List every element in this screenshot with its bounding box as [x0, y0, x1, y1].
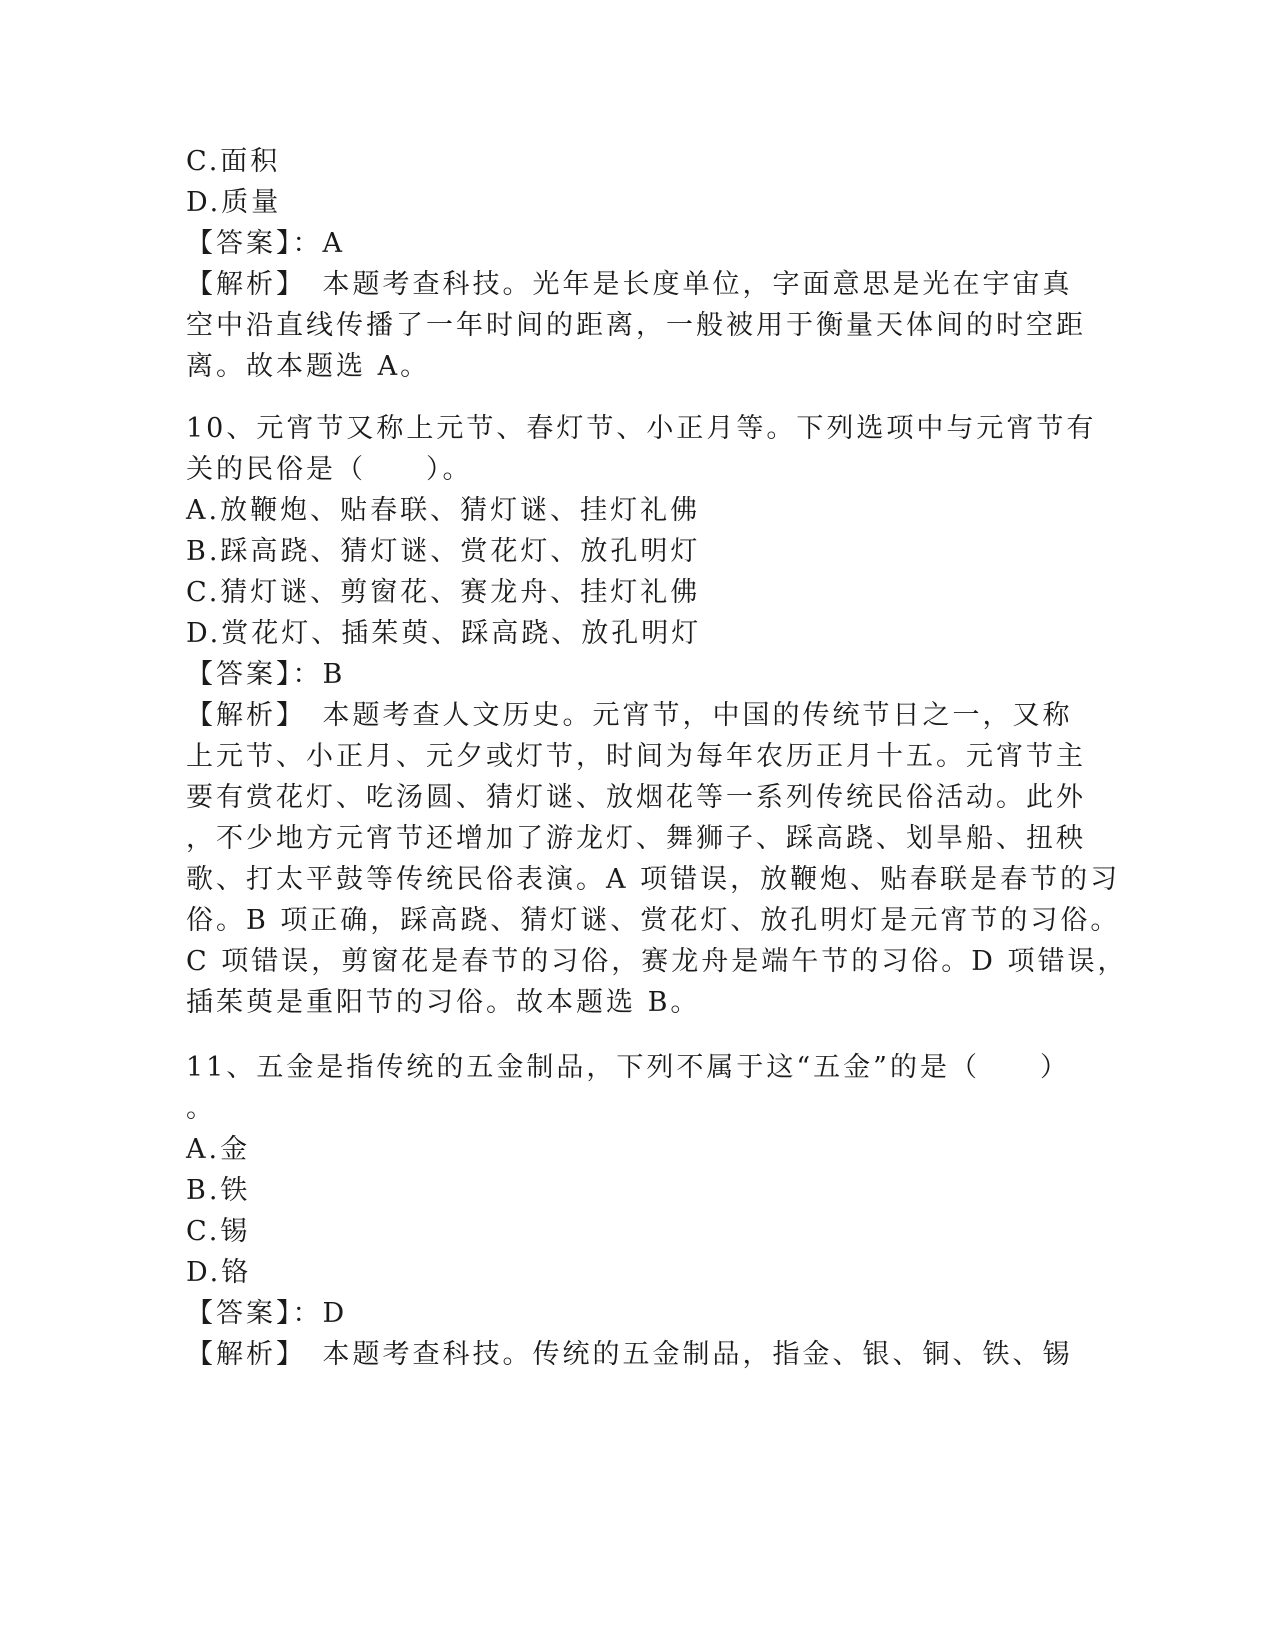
q9-option-c: C.面积	[186, 146, 281, 177]
q10-option-c: C.猜灯谜、剪窗花、赛龙舟、挂灯礼佛	[186, 577, 701, 608]
q10-option-a: A.放鞭炮、贴春联、猜灯谜、挂灯礼佛	[186, 495, 701, 526]
q10-analysis-line: C 项错误，剪窗花是春节的习俗，赛龙舟是端午节的习俗。D 项错误，	[186, 946, 1128, 977]
q9-analysis-line: 空中沿直线传播了一年时间的距离，一般被用于衡量天体间的时空距	[186, 310, 1086, 341]
q9-answer: 【答案】：A	[186, 228, 345, 259]
q11-option-a: A.金	[186, 1134, 251, 1165]
q10-analysis-line: 上元节、小正月、元夕或灯节，时间为每年农历正月十五。元宵节主	[186, 741, 1086, 772]
q9-analysis-line: 离。故本题选 A。	[186, 351, 431, 382]
q10-analysis-line: 歌、打太平鼓等传统民俗表演。A 项错误，放鞭炮、贴春联是春节的习	[186, 864, 1121, 895]
q10-analysis-line: ，不少地方元宵节还增加了游龙灯、舞狮子、踩高跷、划旱船、扭秧	[186, 823, 1086, 854]
q10-stem-line: 10、元宵节又称上元节、春灯节、小正月等。下列选项中与元宵节有	[186, 413, 1097, 444]
q9-analysis-line: 【解析】 本题考查科技。光年是长度单位，字面意思是光在宇宙真	[186, 269, 1073, 300]
q10-analysis-line: 要有赏花灯、吃汤圆、猜灯谜、放烟花等一系列传统民俗活动。此外	[186, 782, 1086, 813]
q9-option-d: D.质量	[186, 187, 282, 218]
q10-option-b: B.踩高跷、猜灯谜、赏花灯、放孔明灯	[186, 536, 701, 567]
q11-option-b: B.铁	[186, 1175, 251, 1206]
q11-answer: 【答案】：D	[186, 1298, 348, 1329]
q11-stem-line: 。	[186, 1093, 216, 1124]
q10-analysis-line: 俗。B 项正确，踩高跷、猜灯谜、赏花灯、放孔明灯是元宵节的习俗。	[186, 905, 1121, 936]
q11-analysis-line: 【解析】 本题考查科技。传统的五金制品，指金、银、铜、铁、锡	[186, 1339, 1073, 1370]
q11-stem-line: 11、五金是指传统的五金制品，下列不属于这“五金”的是（ ）	[186, 1052, 1070, 1083]
q10-stem-line: 关的民俗是（ ）。	[186, 454, 473, 485]
q11-option-d: D.铬	[186, 1257, 252, 1288]
q10-analysis-line: 插茱萸是重阳节的习俗。故本题选 B。	[186, 987, 701, 1018]
q10-option-d: D.赏花灯、插茱萸、踩高跷、放孔明灯	[186, 618, 702, 649]
q10-answer: 【答案】：B	[186, 659, 346, 690]
q10-analysis-line: 【解析】 本题考查人文历史。元宵节，中国的传统节日之一，又称	[186, 700, 1073, 731]
q11-option-c: C.锡	[186, 1216, 251, 1247]
